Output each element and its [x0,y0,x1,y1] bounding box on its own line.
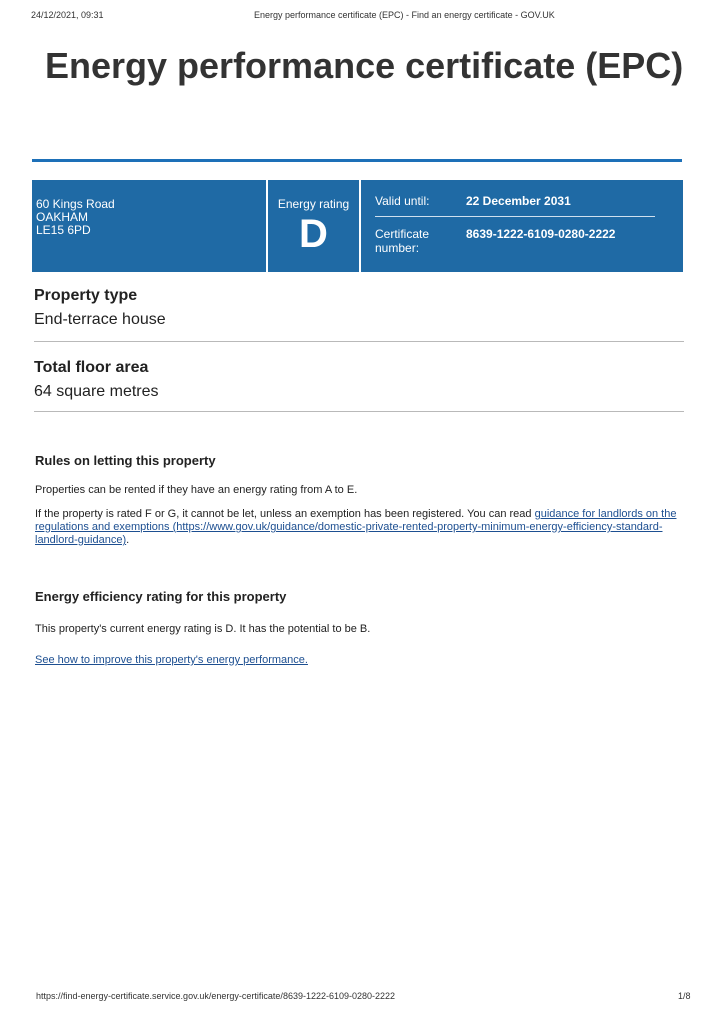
print-page-title: Energy performance certificate (EPC) - Find an energy certificate - GOV.UK [254,10,555,20]
efficiency-section [35,589,695,667]
energy-rating-label: Energy rating [277,197,350,211]
property-type-value: End-terrace house [34,311,166,328]
efficiency-paragraph: This property's current energy rating is D. It has the potential to be B. [35,623,371,635]
title-divider [32,159,682,162]
efficiency-heading: Energy efficiency rating for this property [35,589,287,604]
letting-rules-paragraph-2: If the property is rated F or G, it cannot be let, unless an exemption has been registered. You can read guidance for landlords on the regulations and exemptions (https://www.gov.uk/guidance/domestic-private-rented-property-minimum-energy-efficiency-standard-landlord-guidance). [35,508,677,546]
floor-area-field [34,359,684,401]
improve-performance-link[interactable]: See how to improve this property's energy performance. [35,654,308,666]
address-postcode: LE15 6PD [36,223,91,237]
floor-area-label: Total floor area [34,359,149,376]
field-divider [34,411,684,412]
print-url: https://find-energy-certificate.service.gov.uk/energy-certificate/8639-1222-6109-0280-2222 [36,991,396,1001]
print-datetime: 24/12/2021, 09:31 [31,10,104,20]
letting-rules-paragraph-1: Properties can be rented if they have an energy rating from A to E. [35,484,358,496]
property-type-label: Property type [34,287,138,304]
valid-until-value: 22 December 2031 [466,194,571,208]
floor-area-value: 64 square metres [34,383,159,400]
energy-rating-letter: D [299,212,328,256]
property-address [32,180,266,272]
address-line-1: 60 Kings Road [36,197,115,211]
letting-rules-heading: Rules on letting this property [35,453,216,468]
property-type-field [34,287,684,329]
page-number: 1/8 [678,991,691,1001]
page-title: Energy performance certificate (EPC) [45,45,684,86]
valid-until-label: Valid until: [375,194,430,208]
address-town: OAKHAM [36,210,89,224]
field-divider [34,341,684,342]
landlord-guidance-link[interactable]: guidance for landlords on the regulations and exemptions (https://www.gov.uk/guidance/domestic-private-rented-property-minimum-energy-efficiency-standard-landlord-guidance) [35,508,677,546]
energy-rating-box [268,180,359,272]
certificate-number-value: 8639-1222-6109-0280-2222 [466,227,616,241]
certificate-details [361,180,683,272]
certificate-number-label: Certificate number: [375,227,430,255]
details-divider [375,216,655,217]
epc-summary-panel [32,180,683,272]
letting-rules-section [35,453,695,547]
